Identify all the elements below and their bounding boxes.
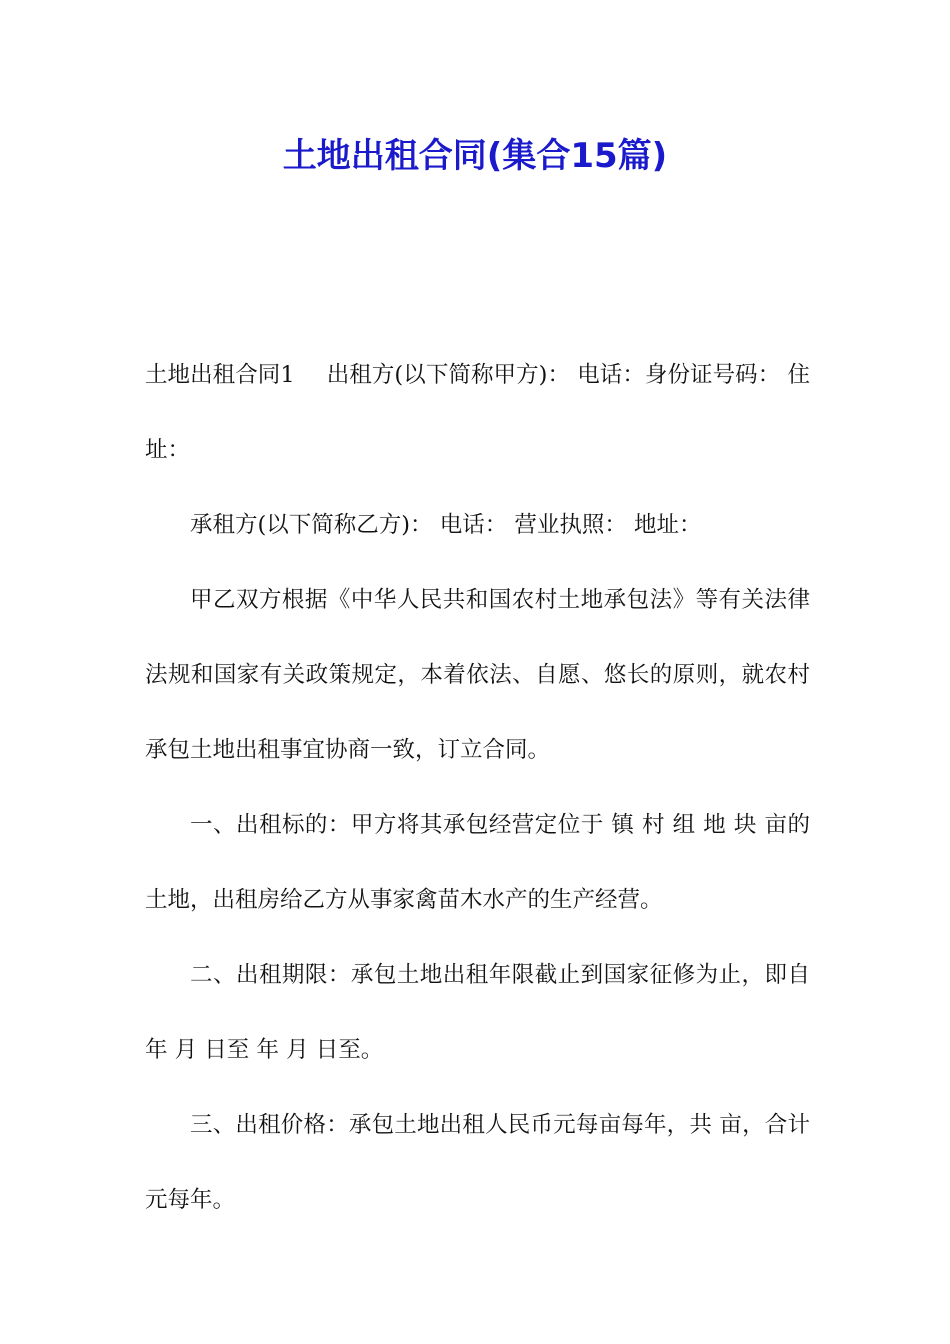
clause-lease-term: 二、出租期限：承包土地出租年限截止到国家征修为止，即自 年 月 日至 年 月 日至。	[145, 962, 810, 1063]
clause-lease-subject: 一、出租标的：甲方将其承包经营定位于 镇 村 组 地 块 亩的土地，出租房给乙方从事家禽苗木水产的生产经营。	[145, 812, 810, 913]
document-body	[145, 338, 810, 1238]
preamble-paragraph: 甲乙双方根据《中华人民共和国农村土地承包法》等有关法律法规和国家有关政策规定，本着依法、自愿、悠长的原则，就农村承包土地出租事宜协商一致，订立合同。	[145, 587, 810, 763]
section-heading: 土地出租合同1	[145, 362, 295, 388]
first-paragraph	[145, 338, 810, 488]
lessee-info: 承租方(以下简称乙方)： 电话： 营业执照： 地址：	[190, 512, 702, 538]
document-title: 土地出租合同(集合15篇)	[282, 136, 668, 176]
lessor-info: 出租方(以下简称甲方)： 电话：身份证号码： 住址：	[145, 362, 810, 463]
clause-lease-price: 三、出租价格：承包土地出租人民币元每亩每年，共 亩，合计元每年。	[145, 1112, 810, 1213]
